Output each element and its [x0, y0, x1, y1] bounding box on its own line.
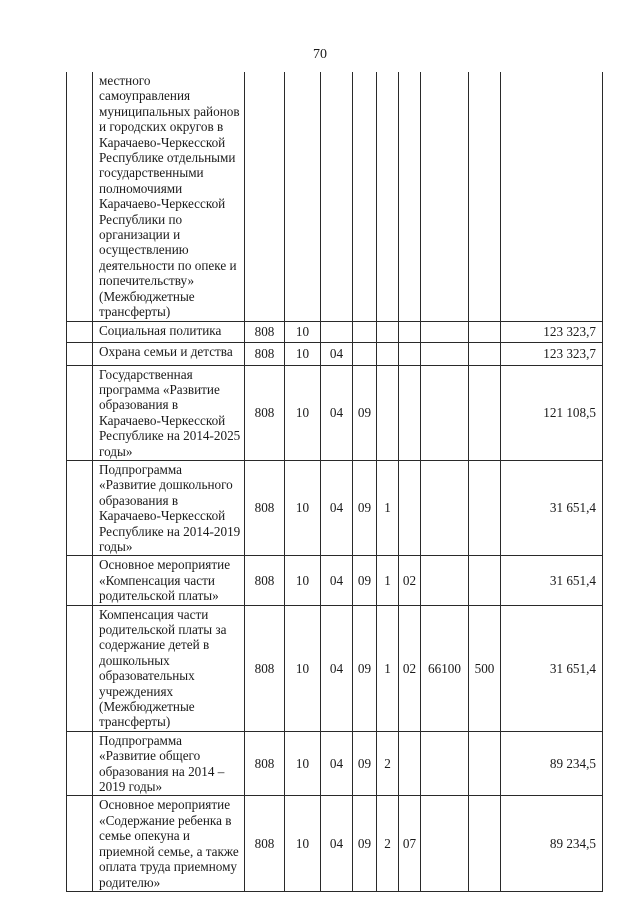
program-code: [353, 321, 377, 342]
section-code: 10: [285, 556, 321, 605]
amount: 89 234,5: [501, 796, 603, 891]
direction-code: [421, 365, 469, 460]
row-index-cell: [67, 72, 93, 321]
ministry-code: 808: [245, 731, 285, 796]
program-code: [353, 342, 377, 365]
ministry-code: 808: [245, 796, 285, 891]
ministry-code: 808: [245, 365, 285, 460]
row-name: Основное мероприятие «Компенсация части родительской платы»: [93, 556, 245, 605]
row-name: местного самоуправления муниципальных районов и городских округов в Карачаево-Черкесской Республике отдельными государственными полномочиями Карачаево-Черкесской Республики по организации и осуществлению деятельности по опеке и попечительству» (Межбюджетные трансферты): [93, 72, 245, 321]
subprogram-code: [377, 72, 399, 321]
subprogram-code: [377, 342, 399, 365]
row-index-cell: [67, 365, 93, 460]
row-name: Подпрограмма «Развитие дошкольного образования в Карачаево-Черкесской Республике на 2014-2019 годы»: [93, 460, 245, 555]
subsection-code: 04: [321, 342, 353, 365]
event-code: 02: [399, 605, 421, 731]
event-code: [399, 342, 421, 365]
amount: 121 108,5: [501, 365, 603, 460]
row-name: Социальная политика: [93, 321, 245, 342]
subprogram-code: 2: [377, 796, 399, 891]
amount: 31 651,4: [501, 460, 603, 555]
program-code: 09: [353, 365, 377, 460]
program-code: 09: [353, 460, 377, 555]
direction-code: [421, 72, 469, 321]
section-code: 10: [285, 342, 321, 365]
event-code: [399, 731, 421, 796]
row-index-cell: [67, 342, 93, 365]
row-index-cell: [67, 321, 93, 342]
expense-type-code: [469, 365, 501, 460]
event-code: [399, 72, 421, 321]
table-row: [67, 556, 603, 605]
budget-table: [66, 72, 603, 892]
subprogram-code: 1: [377, 460, 399, 555]
subsection-code: 04: [321, 556, 353, 605]
amount: 123 323,7: [501, 321, 603, 342]
event-code: 02: [399, 556, 421, 605]
program-code: 09: [353, 796, 377, 891]
ministry-code: 808: [245, 342, 285, 365]
ministry-code: [245, 72, 285, 321]
table-row: [67, 342, 603, 365]
subsection-code: 04: [321, 731, 353, 796]
direction-code: [421, 342, 469, 365]
section-code: 10: [285, 605, 321, 731]
direction-code: 66100: [421, 605, 469, 731]
expense-type-code: [469, 731, 501, 796]
row-name: Компенсация части родительской платы за содержание детей в дошкольных образовательных учреждениях (Межбюджетные трансферты): [93, 605, 245, 731]
direction-code: [421, 796, 469, 891]
subsection-code: 04: [321, 605, 353, 731]
direction-code: [421, 321, 469, 342]
expense-type-code: [469, 460, 501, 555]
subprogram-code: 2: [377, 731, 399, 796]
ministry-code: 808: [245, 556, 285, 605]
expense-type-code: [469, 342, 501, 365]
table-body: [67, 72, 603, 891]
subprogram-code: [377, 365, 399, 460]
subsection-code: 04: [321, 365, 353, 460]
section-code: [285, 72, 321, 321]
subsection-code: [321, 72, 353, 321]
expense-type-code: 500: [469, 605, 501, 731]
amount: 123 323,7: [501, 342, 603, 365]
program-code: 09: [353, 605, 377, 731]
table-row: [67, 365, 603, 460]
ministry-code: 808: [245, 321, 285, 342]
amount: 31 651,4: [501, 556, 603, 605]
row-index-cell: [67, 796, 93, 891]
section-code: 10: [285, 321, 321, 342]
section-code: 10: [285, 796, 321, 891]
table-row: [67, 72, 603, 321]
amount: 89 234,5: [501, 731, 603, 796]
subsection-code: 04: [321, 796, 353, 891]
program-code: 09: [353, 556, 377, 605]
direction-code: [421, 731, 469, 796]
row-index-cell: [67, 605, 93, 731]
direction-code: [421, 556, 469, 605]
ministry-code: 808: [245, 460, 285, 555]
amount: [501, 72, 603, 321]
subsection-code: 04: [321, 460, 353, 555]
amount: 31 651,4: [501, 605, 603, 731]
subsection-code: [321, 321, 353, 342]
page-number: 70: [313, 47, 327, 62]
section-code: 10: [285, 460, 321, 555]
program-code: [353, 72, 377, 321]
section-code: 10: [285, 731, 321, 796]
row-index-cell: [67, 556, 93, 605]
event-code: [399, 365, 421, 460]
expense-type-code: [469, 556, 501, 605]
expense-type-code: [469, 72, 501, 321]
ministry-code: 808: [245, 605, 285, 731]
row-name: Основное мероприятие «Содержание ребенка в семье опекуна и приемной семье, а также оплата труда приемному родителю»: [93, 796, 245, 891]
section-code: 10: [285, 365, 321, 460]
table-row: [67, 605, 603, 731]
event-code: [399, 460, 421, 555]
event-code: [399, 321, 421, 342]
subprogram-code: [377, 321, 399, 342]
expense-type-code: [469, 796, 501, 891]
table-row: [67, 460, 603, 555]
row-name: Подпрограмма «Развитие общего образования на 2014 – 2019 годы»: [93, 731, 245, 796]
subprogram-code: 1: [377, 556, 399, 605]
row-name: Государственная программа «Развитие образования в Карачаево-Черкесской Республике на 2014-2025 годы»: [93, 365, 245, 460]
expense-type-code: [469, 321, 501, 342]
table-row: [67, 796, 603, 891]
table-row: [67, 731, 603, 796]
row-index-cell: [67, 731, 93, 796]
direction-code: [421, 460, 469, 555]
table-row: [67, 321, 603, 342]
subprogram-code: 1: [377, 605, 399, 731]
row-index-cell: [67, 460, 93, 555]
row-name: Охрана семьи и детства: [93, 342, 245, 365]
program-code: 09: [353, 731, 377, 796]
event-code: 07: [399, 796, 421, 891]
